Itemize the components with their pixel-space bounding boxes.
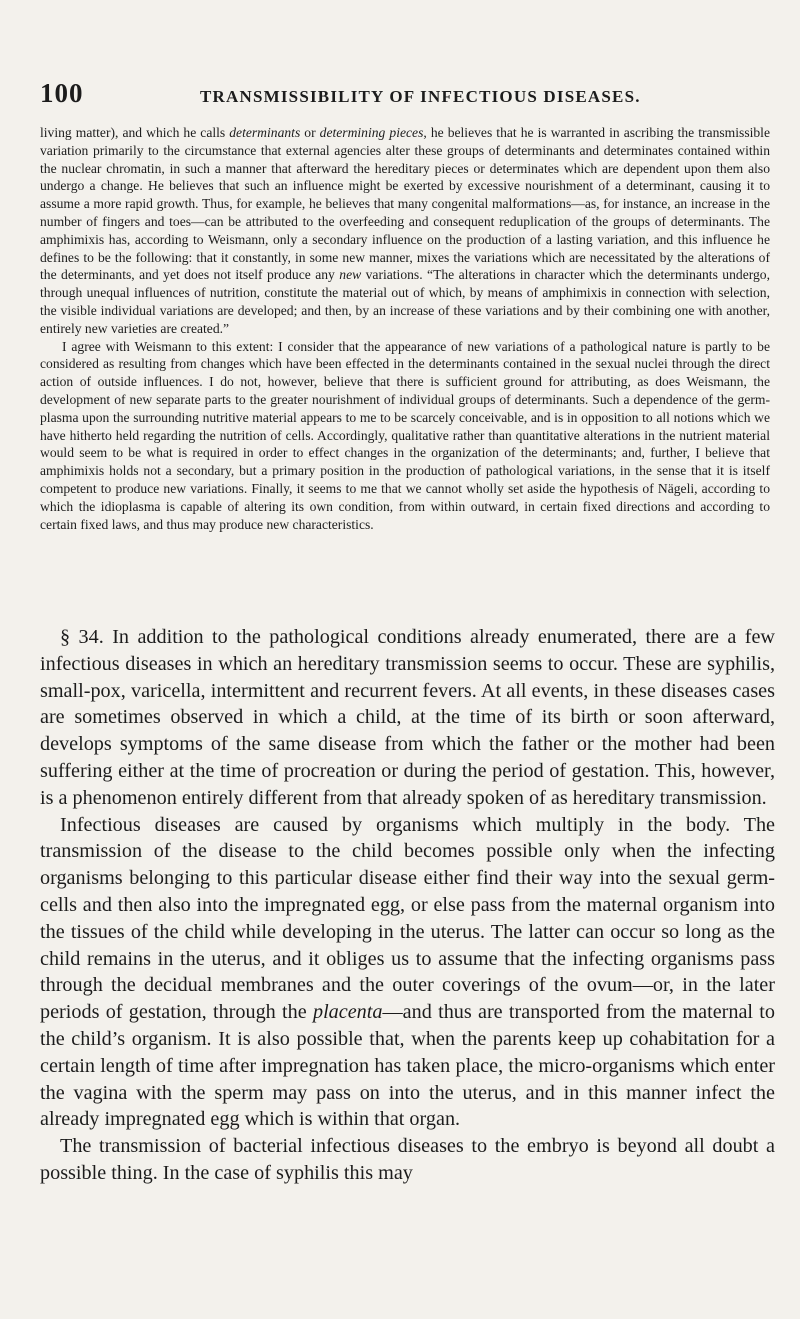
term-determining-pieces: determining pieces	[319, 125, 424, 140]
infectious-diseases-paragraph: Infectious diseases are caused by organisms which multiply in the body. The transmission of the disease to the child becomes possible only when the infecting organisms belonging to this particular disease either find their way into the sexual germ-cells and then also into the impregnated egg, or else pass from the maternal organism into the tissues of the child while developing in the uterus. The latter can occur so long as the child remains in the uterus, and it obliges us to assume that the infecting organisms pass through the decidual membranes and the outer coverings of the ovum—or, in the later periods of gestation, through the placenta—and thus are transported from the maternal to the child’s organism. It is also possible that, when the parents keep up cohabitation for a certain length of time after impregnation has taken place, the micro-organisms which enter the vagina with the sperm may pass on into the uterus, and in this manner infect the already impregnated egg which is within that organ.	[40, 813, 776, 1131]
running-title: TRANSMISSIBILITY OF INFECTIOUS DISEASES.	[200, 87, 641, 106]
page-header	[0, 78, 800, 112]
section-34-paragraph: § 34. In addition to the pathological conditions already enumerated, there are a few infectious diseases in which an hereditary transmission seems to occur. These are syphilis, small-pox, varicella, intermittent and recurrent fevers. At all events, in these diseases cases are sometimes observed in which a child, at the time of its birth or soon afterward, develops symptoms of the same disease from which the father or the mother had been suffering either at the time of procreation or during the period of gestation. This, however, is a phenomenon entirely different from that already spoken of as hereditary transmission.	[40, 626, 775, 809]
small-paragraph-2: I agree with Weismann to this extent: I consider that the appearance of new variations of a pathological nature is partly to be considered as resulting from changes which have been effected in the determinants contained in the sexual nuclei through the direct action of outside influences. I do not, however, believe that there is sufficient ground for attributing, as does Weismann, the development of new separate parts to the greater nourishment of individual groups of determinants. Such a dependence of the germ-plasma upon the surrounding nutritive material appears to me to be scarcely conceivable, and is in opposition to all notions which we have hitherto held regarding the nutrition of cells. Accordingly, qualitative rather than quantitative alterations in the nutrient material would seem to be what is required in order to effect changes in the organization of the determinants; and, further, I believe that amphimixis holds not a secondary, but a primary position in the production of pathological variations, in the sense that it is itself competent to produce new variations. Finally, it seems to me that we cannot wholly set aside the hypothesis of Nägeli, according to which the idioplasma is capable of altering its own condition, from within outward, in certain fixed directions and according to certain fixed laws, and thus may produce new characteristics.	[40, 338, 770, 532]
main-section	[40, 624, 775, 1187]
term-placenta: placenta	[312, 1001, 383, 1024]
term-new: new	[339, 267, 362, 283]
term-determinants: determinants	[229, 125, 301, 140]
small-paragraph-1: living matter), and which he calls determinants or determining pieces, he believes that he is warranted in ascribing the transmissible variation primarily to the circumstance that external agencies alter these groups of determinants and determinates contained within the nuclear chromatin, in such a manner that afterward the hereditary pieces or determinates which are dependent upon them also undergo a change. He believes that such an influence might be exerted by excessive nourishment of a determinant, causing it to assume a more rapid growth. Thus, for example, he believes that many congenital malformations—as, for instance, an increase in the number of fingers and toes—can be attributed to the overfeeding and consequent reduplication of the groups of determinants. The amphimixis has, according to Weismann, only a secondary influence on the production of a lasting variation, and this influence he defines to be the following: that it constantly, in some new manner, mixes the variations which are necessitated by the alterations of the determinants, and yet does not itself produce any new variations. “The alterations in character which the determinants undergo, through unequal influences of nutrition, constitute the material out of which, by means of amphimixis in connection with selection, the visible individual variations are developed; and then, by an increase of these variations and by their combining one with another, entirely new varieties are created.”	[40, 125, 770, 336]
bacterial-transmission-paragraph: The transmission of bacterial infectious diseases to the embryo is beyond all doubt a possible thing. In the case of syphilis this may	[40, 1135, 775, 1184]
page-number: 100	[40, 78, 84, 108]
small-print-section	[40, 124, 770, 533]
